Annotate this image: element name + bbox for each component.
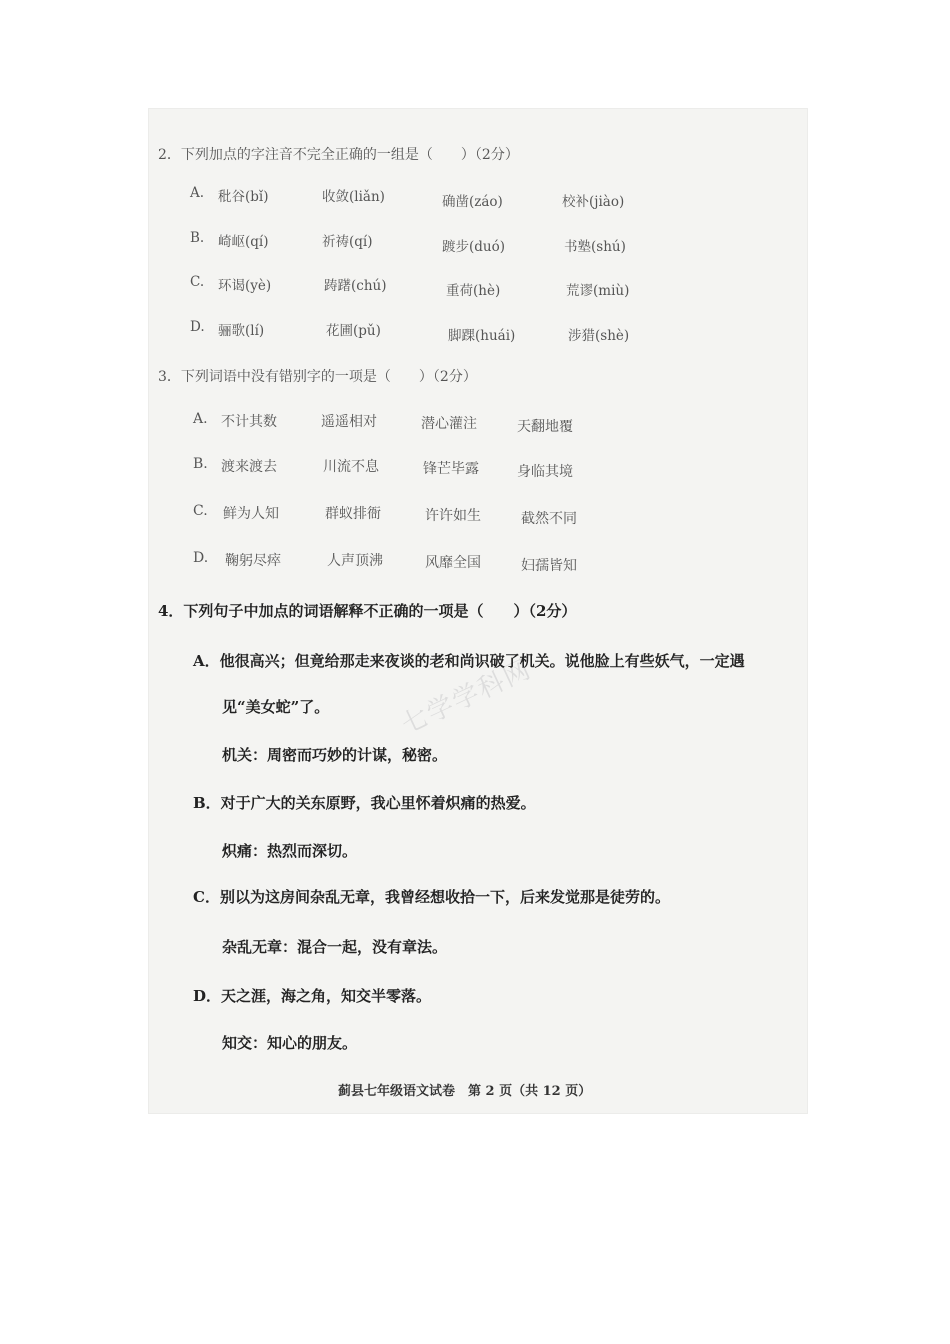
option-item: 脚踝(huái): [448, 328, 516, 344]
option-item: 身临其境: [517, 464, 573, 480]
option-item: 崎岖(qí): [218, 234, 269, 250]
option-item: 截然不同: [521, 511, 577, 527]
option-item: 涉猎(shè): [568, 328, 630, 344]
option-item: 群蚁排衙: [325, 506, 381, 522]
q4-option-b-explanation: 炽痛：热烈而深切。: [222, 842, 358, 860]
q3-option-d: [193, 550, 673, 572]
option-item: 秕谷(bǐ): [218, 189, 269, 205]
option-item: 收敛(liǎn): [322, 189, 385, 205]
option-letter: C.: [193, 503, 208, 519]
question-4-stem: 4．下列句子中加点的词语解释不正确的一项是（ ）（2分）: [158, 602, 577, 620]
q2-option-b: [190, 230, 670, 255]
option-item: 书塾(shú): [564, 239, 626, 255]
option-item: 不计其数: [221, 414, 277, 430]
q4-option-c-explanation: 杂乱无章：混合一起，没有章法。: [222, 938, 448, 956]
q2-option-a: [190, 185, 670, 210]
option-item: 祈祷(qí): [322, 234, 373, 250]
option-item: 人声顶沸: [327, 553, 383, 569]
option-letter: B.: [190, 230, 205, 246]
option-item: 风靡全国: [425, 555, 481, 571]
option-item: 遥遥相对: [321, 414, 377, 430]
option-item: 重荷(hè): [446, 283, 501, 299]
option-item: 妇孺皆知: [521, 558, 577, 574]
option-item: 荒谬(miù): [566, 283, 630, 299]
q2-option-c: [190, 274, 670, 299]
option-item: 鞠躬尽瘁: [225, 553, 281, 569]
option-item: 骊歌(lí): [218, 323, 265, 339]
option-item: 踌躇(chú): [324, 278, 387, 294]
option-item: 花圃(pǔ): [326, 323, 381, 339]
option-letter: A.: [190, 185, 205, 201]
q4-option-a-line2: 见“美女蛇”了。: [222, 698, 330, 716]
page-footer: 蓟县七年级语文试卷 第 2 页（共 12 页）: [338, 1084, 592, 1099]
option-item: 川流不息: [323, 459, 379, 475]
q4-option-a-explanation: 机关：周密而巧妙的计谋，秘密。: [222, 746, 448, 764]
q4-option-a-line1: A．他很高兴；但竟给那走来夜谈的老和尚识破了机关。说他脸上有些妖气，一定遇: [193, 652, 745, 670]
q3-option-b: [193, 456, 673, 478]
q3-option-a: [193, 411, 673, 433]
option-item: 许许如生: [425, 508, 481, 524]
option-item: 校补(jiào): [562, 194, 625, 210]
q4-option-d-explanation: 知交：知心的朋友。: [222, 1034, 358, 1052]
q3-option-c: [193, 503, 673, 525]
option-item: 鲜为人知: [223, 506, 279, 522]
option-item: 锋芒毕露: [423, 461, 479, 477]
q4-option-b-line: B．对于广大的关东原野，我心里怀着炽痛的热爱。: [193, 794, 536, 812]
option-item: 环谒(yè): [218, 278, 272, 294]
option-letter: D.: [193, 550, 209, 566]
option-letter: C.: [190, 274, 205, 290]
option-item: 潜心灌注: [421, 416, 477, 432]
option-letter: D.: [190, 319, 205, 335]
watermark: 七学学科网: [397, 654, 537, 741]
option-letter: A.: [193, 411, 208, 427]
option-letter: B.: [193, 456, 208, 472]
question-3-stem: 3．下列词语中没有错别字的一项是（ ）（2分）: [158, 369, 477, 385]
option-item: 渡来渡去: [221, 459, 277, 475]
option-item: 踱步(duó): [442, 239, 505, 255]
question-2-stem: 2．下列加点的字注音不完全正确的一组是（ ）（2分）: [158, 147, 519, 163]
q4-option-c-line: C．别以为这房间杂乱无章，我曾经想收拾一下，后来发觉那是徒劳的。: [193, 888, 670, 906]
q4-option-d-line: D．天之涯，海之角，知交半零落。: [193, 987, 432, 1005]
q2-option-d: [190, 319, 670, 344]
option-item: 确凿(záo): [442, 194, 503, 210]
option-item: 天翻地覆: [517, 419, 573, 435]
